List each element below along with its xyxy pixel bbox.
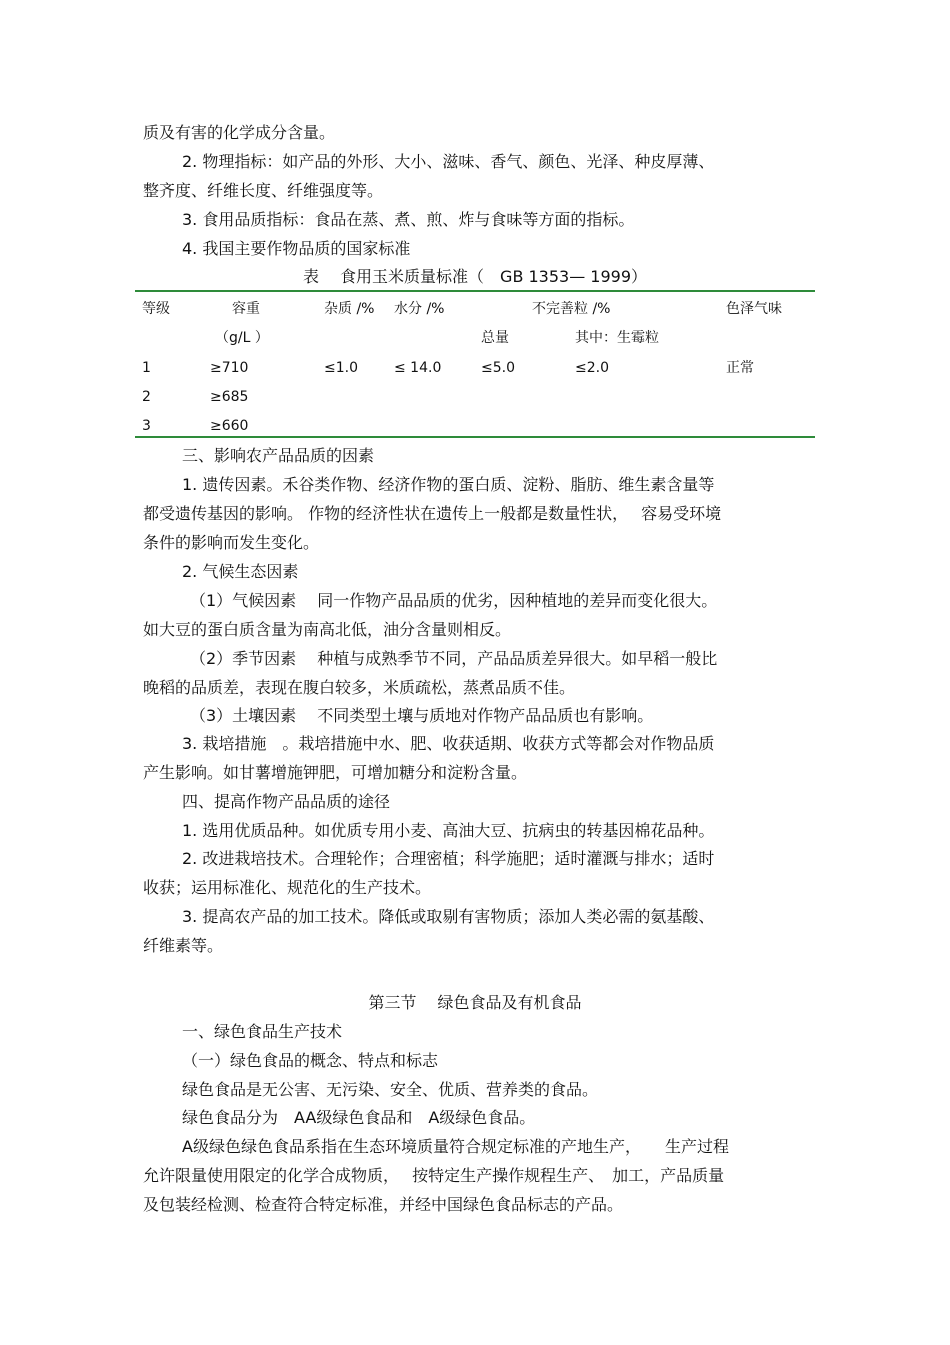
paragraph-line: 收获；运用标准化、规范化的生产技术。: [143, 878, 432, 897]
header-impurity: 杂质 /%: [324, 301, 375, 317]
table-cell: ≥660: [210, 418, 249, 434]
table-caption: 表 食用玉米质量标准（ GB 1353— 1999）: [302, 267, 648, 286]
table-cell: 3: [142, 418, 151, 434]
paragraph-line: 整齐度、纤维长度、纤维强度等。: [143, 181, 384, 200]
paragraph-line: 及包装经检测、检查符合特定标准，并经中国绿色食品标志的产品。: [143, 1195, 624, 1214]
table-cell: ≤2.0: [575, 360, 609, 376]
header-grade: 等级: [142, 301, 170, 317]
table-cell: ≤ 14.0: [394, 360, 442, 376]
paragraph-line: 条件的影响而发生变化。: [143, 533, 320, 552]
section-heading: 三、影响农产品品质的因素: [182, 446, 375, 465]
paragraph-line: 3. 食用品质指标：食品在蒸、煮、煎、炸与食味等方面的指标。: [182, 210, 635, 229]
section-heading: 一、绿色食品生产技术: [182, 1022, 343, 1041]
paragraph-line: （2）季节因素 种植与成熟季节不同，产品品质差异很大。如早稻一般比: [190, 649, 718, 668]
paragraph-line: 1. 选用优质品种。如优质专用小麦、高油大豆、抗病虫的转基因棉花品种。: [182, 821, 715, 840]
header-imperfect: 不完善粒 /%: [532, 301, 611, 317]
paragraph-line: 绿色食品分为 AA级绿色食品和 A级绿色食品。: [182, 1108, 536, 1127]
table-top-rule: [135, 290, 815, 292]
paragraph-line: 2. 气候生态因素: [182, 562, 299, 581]
paragraph-line: 晚稻的品质差，表现在腹白较多，米质疏松，蒸煮品质不佳。: [143, 678, 576, 697]
table-cell: ≤1.0: [324, 360, 358, 376]
paragraph-line: 1. 遗传因素。禾谷类作物、经济作物的蛋白质、淀粉、脂肪、维生素含量等: [182, 475, 715, 494]
paragraph-line: 允许限量使用限定的化学合成物质， 按特定生产操作规程生产、 加工，产品质量: [143, 1166, 725, 1185]
subsection-heading: （一）绿色食品的概念、特点和标志: [182, 1051, 439, 1070]
paragraph-line: 3. 栽培措施 。栽培措施中水、肥、收获适期、收获方式等都会对作物品质: [182, 734, 715, 753]
header-imperfect-total: 总量: [481, 330, 509, 346]
header-weight: 容重: [232, 301, 260, 317]
paragraph-line: 4. 我国主要作物品质的国家标准: [182, 239, 411, 258]
paragraph-line: （1）气候因素 同一作物产品品质的优劣，因种植地的差异而变化很大。: [190, 591, 718, 610]
paragraph-line: 如大豆的蛋白质含量为南高北低，油分含量则相反。: [143, 620, 512, 639]
section-heading: 四、提高作物产品品质的途径: [182, 792, 391, 811]
paragraph-line: 产生影响。如甘薯增施钾肥，可增加糖分和淀粉含量。: [143, 763, 528, 782]
paragraph-line: 2. 改进栽培技术。合理轮作；合理密植；科学施肥；适时灌溉与排水；适时: [182, 849, 715, 868]
table-cell: ≥710: [210, 360, 249, 376]
paragraph-line: A级绿色绿色食品系指在生态环境质量符合规定标准的产地生产， 生产过程: [182, 1137, 729, 1156]
paragraph-line: 纤维素等。: [143, 936, 224, 955]
table-cell: 1: [142, 360, 151, 376]
header-weight-unit: （g/L ）: [215, 330, 269, 346]
paragraph-line: （3）土壤因素 不同类型土壤与质地对作物产品品质也有影响。: [190, 706, 654, 725]
paragraph-line: 3. 提高农产品的加工技术。降低或取剔有害物质；添加人类必需的氨基酸、: [182, 907, 715, 926]
header-imperfect-mold: 其中：生霉粒: [575, 330, 659, 346]
paragraph-line: 都受遗传基因的影响。 作物的经济性状在遗传上一般都是数量性状， 容易受环境: [143, 504, 722, 523]
table-cell: ≤5.0: [481, 360, 515, 376]
section-title: 第三节 绿色食品及有机食品: [368, 993, 582, 1012]
table-cell: ≥685: [210, 389, 249, 405]
header-color-smell: 色泽气味: [726, 301, 782, 317]
table-cell: 2: [142, 389, 151, 405]
table-bottom-rule: [135, 436, 815, 438]
paragraph-line: 质及有害的化学成分含量。: [143, 123, 336, 142]
table-cell: 正常: [726, 360, 754, 376]
paragraph-line: 绿色食品是无公害、无污染、安全、优质、营养类的食品。: [182, 1080, 599, 1099]
header-moisture: 水分 /%: [394, 301, 445, 317]
paragraph-line: 2. 物理指标：如产品的外形、大小、滋味、香气、颜色、光泽、种皮厚薄、: [182, 152, 715, 171]
